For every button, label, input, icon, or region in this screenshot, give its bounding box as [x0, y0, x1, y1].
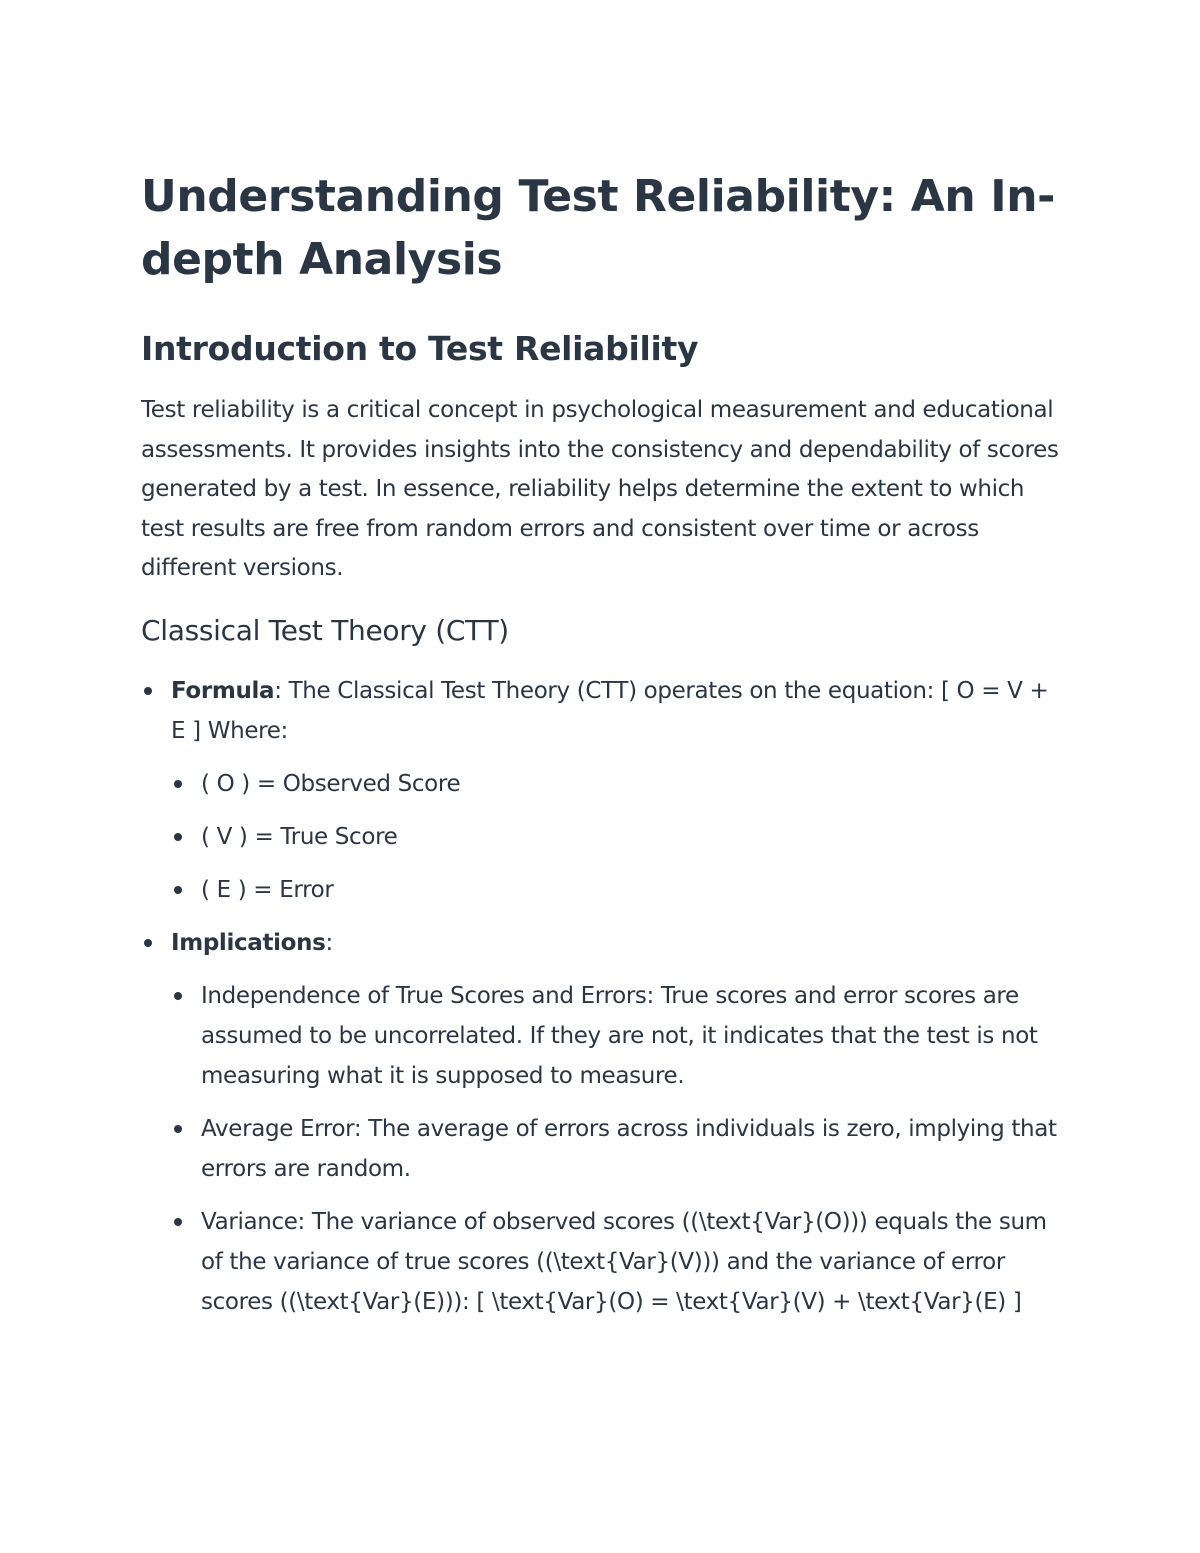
bullet-icon — [174, 992, 182, 1000]
formula-text: : The Classical Test Theory (CTT) operates on the equation: [ O = V + E ] Where: — [171, 677, 1049, 744]
true-score-item: ( V ) = True Score — [201, 823, 398, 850]
bullet-icon — [174, 1125, 182, 1133]
average-error-item: Average Error: The average of errors across individuals is zero, implying that errors are random. — [201, 1115, 1057, 1182]
formula-sublist — [171, 764, 1060, 910]
bullet-icon — [144, 939, 152, 947]
error-item: ( E ) = Error — [201, 876, 334, 903]
intro-paragraph: Test reliability is a critical concept in psychological measurement and educational assessments. It provides insights into the consistency and dependability of scores generated by a test. In essence, reliability helps determine the extent to which test results are free from random errors and consistent over time or across different versions. — [141, 397, 1059, 581]
list-item-formula — [141, 671, 1060, 910]
list-item — [171, 870, 1060, 910]
ctt-list — [141, 671, 1060, 1322]
bullet-icon — [174, 780, 182, 788]
list-item — [171, 1202, 1060, 1322]
list-item — [171, 976, 1060, 1096]
bullet-icon — [174, 886, 182, 894]
list-item — [171, 1109, 1060, 1189]
implications-sublist — [171, 976, 1060, 1322]
list-item — [171, 817, 1060, 857]
bullet-icon — [144, 687, 152, 695]
implications-label: Implications — [171, 929, 326, 956]
bullet-icon — [174, 1218, 182, 1226]
independence-item: Independence of True Scores and Errors: True scores and error scores are assumed to be uncorrelated. If they are not, it indicates that the test is not measuring what it is supposed to measure. — [201, 982, 1038, 1089]
bullet-icon — [174, 833, 182, 841]
subsection-heading: Classical Test Theory (CTT) — [141, 613, 509, 647]
observed-score-item: ( O ) = Observed Score — [201, 770, 461, 797]
document-title: Understanding Test Reliability: An In-depth Analysis — [141, 171, 1055, 285]
implications-text: : — [325, 929, 333, 956]
formula-label: Formula — [171, 677, 275, 704]
list-item — [171, 764, 1060, 804]
list-item-implications — [141, 923, 1060, 1322]
variance-item: Variance: The variance of observed scores ((\text{Var}(O))) equals the sum of the variance of true scores ((\text{Var}(V))) and the variance of error scores ((\text{Var}(E))): [ \text{Var}(O) = \text{Var}(V) + \text{Var}(E) ] — [201, 1208, 1047, 1315]
section-heading: Introduction to Test Reliability — [141, 329, 699, 368]
